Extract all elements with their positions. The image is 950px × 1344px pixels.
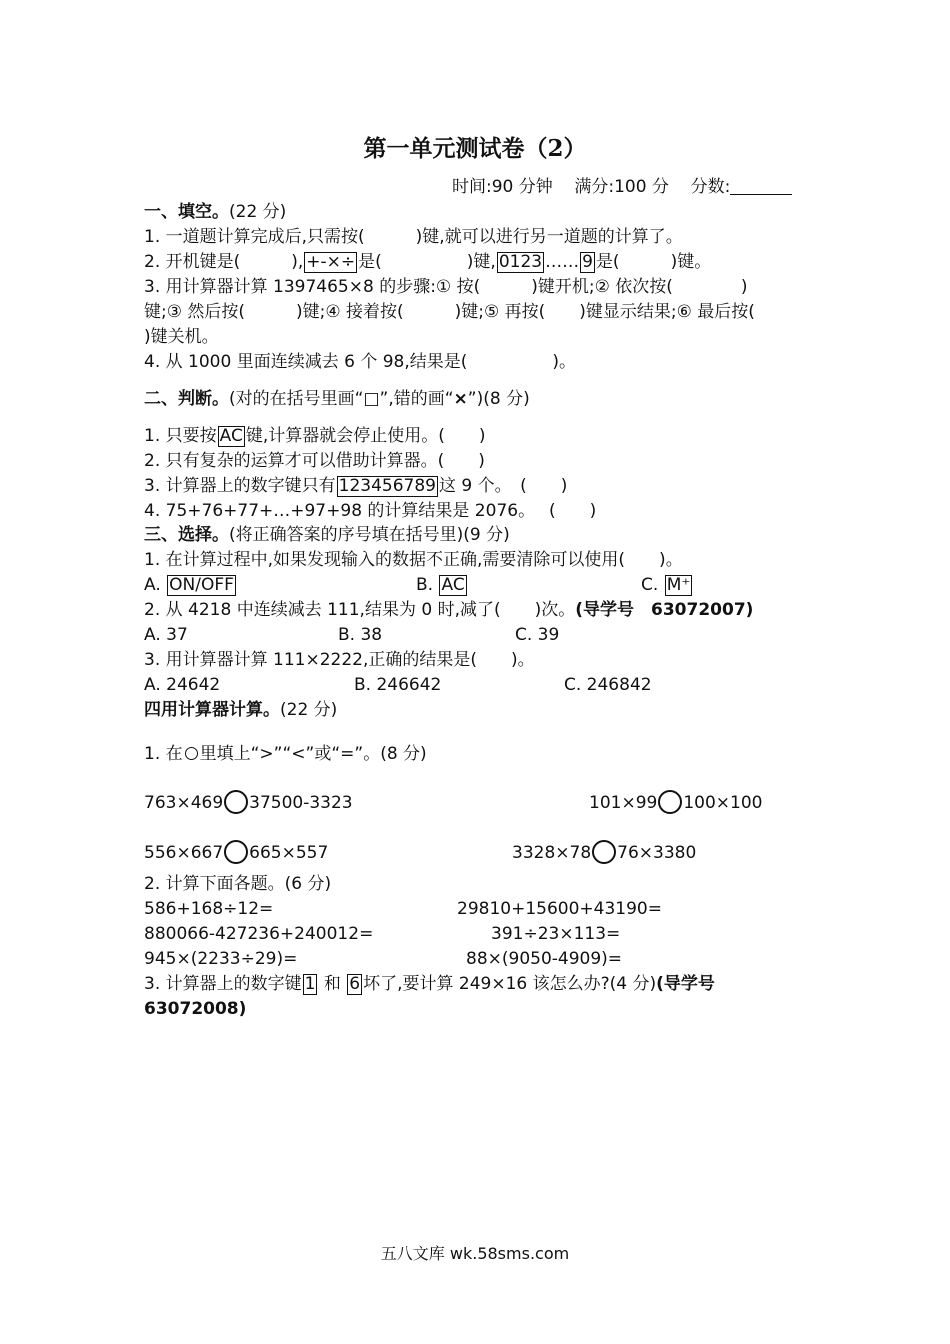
s2-question-2: 2. 只有复杂的运算才可以借助计算器。( ) [144, 451, 485, 471]
s3-q1-option-a: A. ON/OFF [144, 575, 234, 595]
s1-question-1: 1. 一道题计算完成后,只需按( )键,就可以进行另一道题的计算了。 [144, 227, 683, 247]
section-4-heading: 四用计算器计算。(22 分) [144, 700, 338, 720]
ac-key: AC [441, 575, 465, 595]
s3-q2-option-a: A. 37 [144, 625, 188, 645]
score-label: 分数: [690, 177, 731, 197]
s3-question-2: 2. 从 4218 中连续减去 111,结果为 0 时,减了( )次。(导学号 63072007) [144, 600, 754, 620]
s4-question-2: 2. 计算下面各题。(6 分) [144, 874, 332, 894]
compare-1: 763×469 37500-3323 [144, 790, 353, 814]
score-blank [730, 178, 792, 195]
s2-question-3: 3. 计算器上的数字键只有 123456789 这 9 个。 ( ) [144, 476, 568, 496]
s4-question-3: 3. 计算器上的数字键 1 和 6 坏了,要计算 249×16 该怎么办?(4 分)(导学号 [144, 974, 715, 994]
s3-question-3: 3. 用计算器计算 111×2222,正确的结果是( )。 [144, 650, 535, 670]
s3-q1-option-c: C. M⁺ [641, 575, 691, 595]
guide-ref: (导学号 63072007) [575, 600, 754, 620]
key-6: 6 [349, 974, 361, 994]
full-score: 满分:100 分 [574, 177, 669, 197]
operator-keys: +-×÷ [306, 252, 356, 272]
footer-watermark: 五八文库 wk.58sms.com [380, 1244, 570, 1263]
compare-2: 101×99 100×100 [589, 790, 762, 814]
section-3-heading: 三、选择。(将正确答案的序号填在括号里)(9 分) [144, 525, 510, 545]
m-plus-key: M⁺ [666, 575, 691, 595]
section-2-heading: 二、判断。(对的在括号里画“□”,错的画“×”)(8 分) [144, 389, 530, 409]
s3-q3-option-c: C. 246842 [564, 675, 652, 695]
ac-key: AC [219, 426, 243, 446]
s2-question-1: 1. 只要按 AC 键,计算器就会停止使用。( ) [144, 426, 486, 446]
s1-question-3-line3: )键关机。 [144, 327, 219, 347]
page-title: 第一单元测试卷（2） [363, 135, 587, 162]
compare-circle-icon [592, 840, 616, 864]
compare-circle-icon [224, 790, 248, 814]
digit-keys-1-9: 123456789 [338, 476, 436, 496]
section-1-heading: 一、填空。(22 分) [144, 202, 287, 222]
key-9: 9 [582, 252, 593, 272]
expression-2: 29810+15600+43190= [457, 899, 662, 919]
compare-3: 556×667 665×557 [144, 840, 328, 864]
exam-meta [452, 176, 792, 198]
circle-icon [185, 747, 198, 760]
expression-4: 391÷23×113= [491, 924, 621, 944]
on-off-key: ON/OFF [169, 575, 234, 595]
s3-q2-option-c: C. 39 [515, 625, 560, 645]
s3-q1-option-b: B. AC [416, 575, 465, 595]
s3-q3-option-a: A. 24642 [144, 675, 221, 695]
guide-ref-number: 63072008) [144, 999, 247, 1019]
compare-circle-icon [224, 840, 248, 864]
s1-question-3-line1: 3. 用计算器计算 1397465×8 的步骤:① 按( )键开机;② 依次按( ) [144, 277, 748, 297]
s1-question-2: 2. 开机键是( ), +-×÷ 是( )键, 0123 …… 9 是( )键。 [144, 252, 712, 272]
s3-q3-option-b: B. 246642 [354, 675, 442, 695]
expression-5: 945×(2233÷29)= [144, 949, 298, 969]
key-1: 1 [304, 974, 316, 994]
expression-6: 88×(9050-4909)= [466, 949, 623, 969]
s3-q2-option-b: B. 38 [338, 625, 383, 645]
s3-question-1: 1. 在计算过程中,如果发现输入的数据不正确,需要清除可以使用( )。 [144, 550, 683, 570]
guide-ref: (导学号 [656, 974, 715, 994]
compare-4: 3328×78 76×3380 [512, 840, 696, 864]
s2-question-4: 4. 75+76+77+…+97+98 的计算结果是 2076。 ( ) [144, 501, 597, 521]
cross-symbol: × [453, 389, 468, 409]
check-mark-symbol: □ [363, 389, 380, 409]
expression-3: 880066-427236+240012= [144, 924, 374, 944]
compare-circle-icon [658, 790, 682, 814]
expression-1: 586+168÷12= [144, 899, 274, 919]
digit-keys: 0123 [498, 252, 543, 272]
time-limit: 时间:90 分钟 [452, 177, 553, 197]
s1-question-4: 4. 从 1000 里面连续减去 6 个 98,结果是( )。 [144, 352, 577, 372]
s1-question-3-line2: 键;③ 然后按( )键;④ 接着按( )键;⑤ 再按( )键显示结果;⑥ 最后按( [144, 302, 755, 322]
s4-question-1: 1. 在 里填上“>”“<”或“=”。(8 分) [144, 744, 427, 764]
